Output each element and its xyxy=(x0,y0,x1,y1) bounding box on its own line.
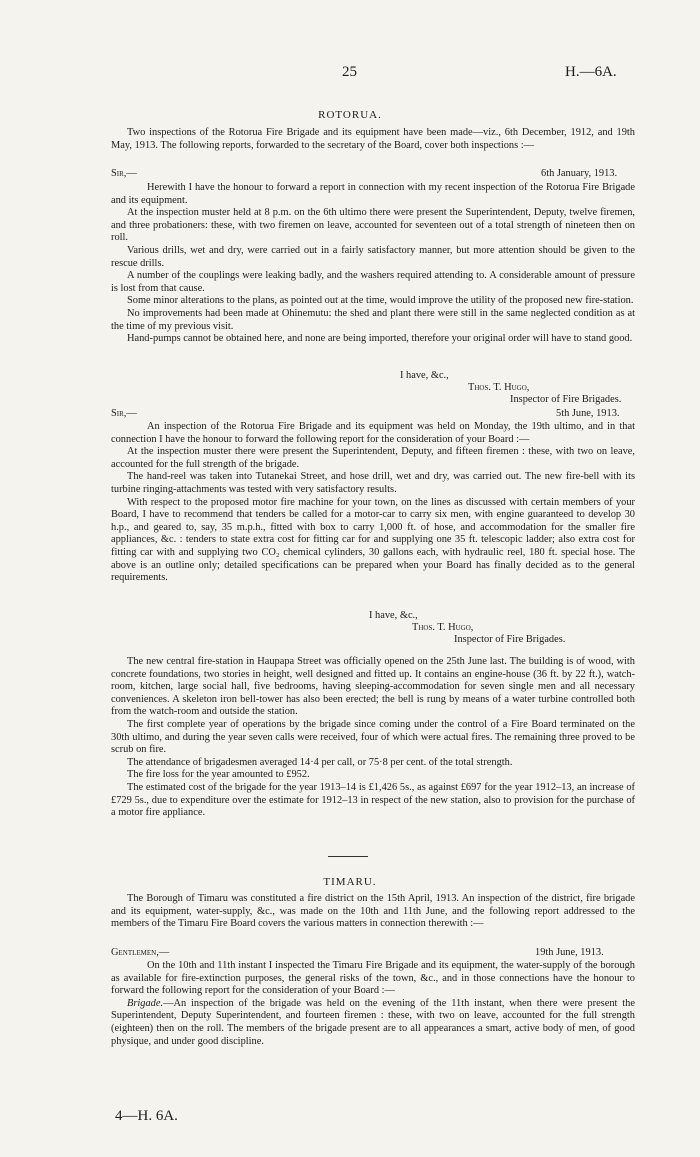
timaru-intro xyxy=(111,893,635,931)
report2-salutation: Sir,— xyxy=(111,408,137,419)
report1-closing: I have, &c., xyxy=(400,370,449,381)
summary-paragraph: The attendance of brigadesmen averaged 14·4 per call, or 75·8 per cent. of the total strength. xyxy=(127,756,513,768)
page-number: 25 xyxy=(342,64,357,80)
timaru-intro-paragraph: The Borough of Timaru was constituted a fire district on the 15th April, 1913. An inspection of the district, fire brigade and its equipment, water-supply, &c., was made on the 10th and 11th June, and the following report addressed to the members of the Timaru Fire Board covers the various matters in connection therewith :— xyxy=(111,893,635,930)
brigade-text: —An inspection of the brigade was held on the evening of the 11th instant, when there were present the Superintendent, Deputy Superintendent, and fourteen firemen : these, with two on leave, accounted for the full strength (eighteen) then on the roll. The members of the brigade present are to all appearances a smart, active body of men, of good physique, and under good discipline. xyxy=(111,997,635,1047)
summary-paragraph: The first complete year of operations by the brigade since coming under the control of a Fire Board terminated on the 30th ultimo, and during the year seven calls were received, four of which were actual fires. The remaining three proved to be scrub on fire. xyxy=(111,718,635,756)
intro-paragraph: Two inspections of the Rotorua Fire Brigade and its equipment have been made—viz., 6th December, 1912, and 19th May, 1913. The following reports, forwarded to the secretary of the Board, cover both inspections :— xyxy=(111,127,635,151)
section-heading-rotorua: ROTORUA. xyxy=(318,109,382,121)
report2-closing: I have, &c., xyxy=(369,610,418,621)
report1-title: Inspector of Fire Brigades. xyxy=(510,394,622,405)
section-divider xyxy=(328,856,368,857)
document-reference: H.—6A. xyxy=(565,64,617,80)
report1-paragraph: A number of the couplings were leaking badly, and the washers required attending to. A considerable amount of pressure is lost from that cause. xyxy=(111,270,635,294)
timaru-body xyxy=(111,960,635,1048)
timaru-brigade-paragraph xyxy=(111,998,635,1048)
report1-paragraph: Various drills, wet and dry, were carried out in a fairly satisfactory manner, but more attention should be given to the rescue drills. xyxy=(111,244,635,269)
brigade-label: Brigade. xyxy=(127,997,164,1009)
report1-body xyxy=(111,182,635,346)
summary-paragraph: The estimated cost of the brigade for the year 1913–14 is £1,426 5s., as against £697 for the year 1912–13, an increase of £729 5s., due to expenditure over the estimate for 1912–13 in respect of the new station, also to provision for the purchase of a motor fire appliance. xyxy=(111,781,635,819)
report2-signatory: Thos. T. Hugo, xyxy=(412,622,474,633)
report1-paragraph: Some minor alterations to the plans, as pointed out at the time, would improve the utility of the proposed new fire-station. xyxy=(127,295,634,307)
report1-date: 6th January, 1913. xyxy=(541,168,618,179)
section-heading-timaru: TIMARU. xyxy=(323,876,377,888)
report2-date: 5th June, 1913. xyxy=(556,408,620,419)
report2-paragraph: At the inspection muster there were present the Superintendent, Deputy, and fifteen firemen : these, with two on leave, accounted for the full strength of the brigade. xyxy=(111,446,635,470)
sheet-mark: 4—H. 6A. xyxy=(115,1108,178,1124)
report1-salutation: Sir,— xyxy=(111,168,137,179)
summary-paragraph: The fire loss for the year amounted to £952. xyxy=(127,769,310,781)
timaru-salutation: Gentlemen,— xyxy=(111,947,170,958)
report2-title: Inspector of Fire Brigades. xyxy=(454,634,566,645)
report2-paragraph: The hand-reel was taken into Tutanekai Street, and hose drill, wet and dry, was carried out. The new fire-bell with its turbine ringing-attachments was tested with very satisfactory results. xyxy=(111,471,635,495)
report1-signatory: Thos. T. Hugo, xyxy=(468,382,530,393)
report2-body xyxy=(111,421,635,585)
rotorua-summary xyxy=(111,656,635,820)
report1-paragraph: At the inspection muster held at 8 p.m. on the 6th ultimo there were present the Superintendent, Deputy, twelve firemen, and three probationers: these, with two firemen on leave, accounted for seventeen out of a total strength of nineteen then on roll. xyxy=(111,207,635,244)
report1-paragraph: Hand-pumps cannot be obtained here, and none are being imported, therefore your original order will have to stand good. xyxy=(127,333,633,345)
summary-paragraph: The new central fire-station in Haupapa Street was officially opened on the 25th June last. The building is of wood, with concrete foundations, two stories in height, well designed and fitted up. It contains an engine-house (36 ft. by 22 ft.), watch-room, kitchen, large social hall, five bedrooms, having sleeping-accommodation for seven single men and all necessary conveniences. A skeleton iron bell-tower has also been erected; the bell is rung by means of a water turbine controlled both from the watch-room and outside the station. xyxy=(111,656,635,718)
report1-paragraph: No improvements had been made at Ohinemutu: the shed and plant there were still in the same neglected condition as at the time of my previous visit. xyxy=(111,307,635,332)
rotorua-intro xyxy=(111,127,635,152)
report2-paragraph: With respect to the proposed motor fire machine for your town, on the lines as discussed with certain members of your Board, I have to recommend that tenders be called for a motor-car to carry six men, with engine guaranteed to develop 30 h.p., and geared to, say, 35 m.p.h., fitted with box to carry 1,000 ft. of hose, and accommodation for the smaller fire appliances, &c. : tenders to state extra cost for fitting car for and supplying one 35 ft. telescopic ladder; also extra cost for fitting car with and supplying two CO₂ chemical cylinders, 30 gallons each, with hydraulic reel, 180 ft. special hose. The above is an outline only; detailed specifications can be prepared when your Board has finally decided as to the general requirements. xyxy=(111,496,635,584)
timaru-date: 19th June, 1913. xyxy=(535,947,604,958)
timaru-paragraph: On the 10th and 11th instant I inspected the Timaru Fire Brigade and its equipment, the water-supply of the borough as available for fire-extinction purposes, the general risks of the town, &c., and in those connections have the honour to forward the following report for the consideration of your Board :— xyxy=(111,960,635,997)
report1-paragraph: Herewith I have the honour to forward a report in connection with my recent inspection of the Rotorua Fire Brigade and its equipment. xyxy=(111,182,635,206)
report2-paragraph: An inspection of the Rotorua Fire Brigade and its equipment was held on Monday, the 19th ultimo, and in that connection I have the honour to forward the following report for the consideration of your Board :— xyxy=(111,421,635,445)
